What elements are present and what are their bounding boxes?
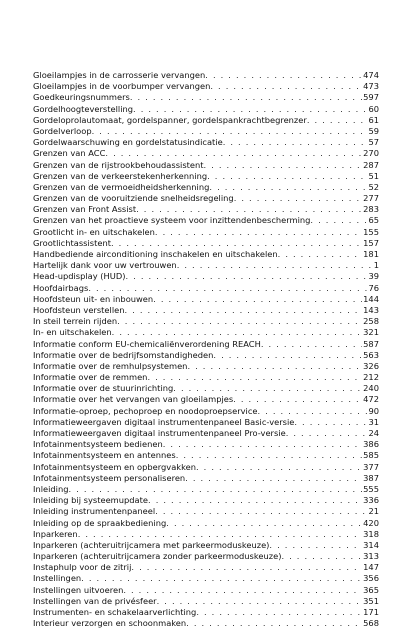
index-entry-page-number: 39 (368, 271, 379, 282)
index-entry (33, 171, 379, 182)
dot-leader (155, 227, 362, 238)
dot-leader (92, 126, 368, 137)
index-entry-page-number: 24 (368, 428, 379, 438)
index-entry-page-number: 321 (363, 327, 379, 338)
dot-leader (125, 305, 363, 316)
index-entry-title: Hoofdairbags (33, 282, 89, 293)
index-entry-title: Instellingen uitvoeren (33, 584, 124, 595)
index-entry (33, 551, 379, 562)
index-entry (33, 92, 379, 103)
index-entry (33, 294, 379, 305)
index-entry-page-number: 318 (363, 528, 379, 539)
index-entry-page-number: 563 (363, 349, 379, 360)
index-entry-title: Informatie conform EU-chemicaliënverordening REACH (33, 338, 261, 349)
index-entry-page-number: 597 (363, 92, 379, 103)
index-entry-title: Informatie over de bedrijfsomstandigheden (33, 349, 214, 360)
index-entry-page-number: 365 (363, 584, 379, 595)
index-entry (33, 495, 379, 506)
index-entry (33, 473, 379, 484)
index-entry-page-number: 585 (363, 450, 379, 461)
index-entry (33, 573, 379, 584)
index-entry-title: Goedkeuringsnummers (33, 92, 130, 103)
index-entry (33, 339, 379, 350)
index-entry-title: Infotainmentsysteem bedienen (33, 439, 163, 450)
index-entry (33, 260, 379, 271)
index-entry-title: Infotainmentsysteem en antennes (33, 450, 176, 461)
dot-leader (310, 215, 367, 226)
index-entry-title: Gloeilampjes in de carrosserie vervangen (33, 70, 206, 80)
index-entry-title: Inleiding instrumentenpaneel (33, 506, 156, 517)
dot-leader (269, 540, 362, 551)
dot-leader (281, 551, 362, 562)
index-entry (33, 204, 379, 215)
index-entry (33, 81, 379, 92)
index-entry-title: Grootlicht in- en uitschakelen (33, 226, 155, 237)
index-entry (33, 484, 379, 495)
dot-leader (234, 193, 362, 204)
index-entry-title: Informatie over het vervangen van gloeilampjes (33, 394, 234, 405)
index-entry-page-number: 356 (363, 573, 379, 584)
index-entry (33, 439, 379, 450)
index-entry-title: Gloeilampjes in de voorbumper vervangen (33, 81, 211, 92)
index-entry-page-number: 258 (363, 316, 379, 327)
index-entry (33, 350, 379, 361)
index-entry (33, 506, 379, 517)
index-entry (33, 70, 379, 81)
index-entry-page-number: 90 (368, 405, 379, 416)
dot-leader (105, 148, 362, 159)
index-entry-page-number: 336 (363, 495, 379, 506)
dot-leader (123, 585, 362, 596)
index-entry (33, 361, 379, 372)
index-entry-page-number: 240 (363, 383, 379, 394)
index-entry (33, 462, 379, 473)
dot-leader (196, 462, 362, 473)
index-entry-page-number: 270 (363, 148, 379, 159)
index-entry-title: In- en uitschakelen (33, 327, 112, 338)
index-entry-title: Instellingen (33, 573, 82, 584)
index-entry-title: Handbediende airconditioning inschakelen en uitschakelen (33, 249, 278, 259)
index-entry-page-number: 287 (363, 159, 379, 170)
dot-leader (81, 573, 362, 584)
index-entry (33, 596, 379, 607)
dot-leader (126, 271, 368, 282)
index-entry (33, 450, 379, 461)
index-entry-title: Gordelhoogteverstelling (33, 103, 134, 114)
dot-leader (187, 361, 362, 372)
index-entry (33, 271, 379, 282)
index-entry (33, 540, 379, 551)
dot-leader (133, 104, 367, 115)
index-entry-title: Inleiding op de spraakbediening (33, 517, 167, 528)
index-entry-page-number: 420 (363, 517, 379, 528)
index-entry (33, 104, 379, 115)
dot-leader (130, 92, 362, 103)
dot-leader (278, 249, 363, 260)
index-entry-title: Grenzen van het proactieve systeem voor inzittendenbescherming (33, 215, 311, 226)
index-entry-title: Grenzen van de verkeerstekenherkenning (33, 170, 208, 181)
index-entry-page-number: 314 (363, 539, 379, 550)
index-entry (33, 406, 379, 417)
dot-leader (196, 607, 362, 618)
index-entry-page-number: 59 (368, 125, 379, 136)
index-entry-page-number: 587 (363, 338, 379, 349)
index-entry-title: Gordelwaarschuwing en gordelstatusindicatie (33, 137, 223, 148)
index-entry (33, 394, 379, 405)
index-entry-title: Hoofdsteun verstellen (33, 304, 125, 315)
index-entry-title: Informatie over de remhulpsystemen (33, 360, 188, 371)
dot-leader (136, 204, 362, 215)
index-entry-list (33, 70, 379, 629)
dot-leader (147, 372, 362, 383)
index-entry-title: Instrumenten- en schakelaarverlichting (33, 607, 197, 617)
index-entry-title: Informatie over de remmen (33, 372, 148, 383)
index-entry-title: Informatie-oproep, pechoproep en noodoproepservice (33, 405, 258, 416)
index-entry (33, 126, 379, 137)
index-entry-page-number: 568 (363, 618, 379, 629)
index-entry (33, 193, 379, 204)
dot-leader (117, 316, 362, 327)
index-entry-page-number: 171 (363, 607, 379, 617)
index-entry (33, 283, 379, 294)
index-entry-page-number: 1 (373, 260, 379, 271)
index-entry (33, 585, 379, 596)
index-entry-title: Interieur verzorgen en schoonmaken (33, 618, 187, 629)
dot-leader (112, 327, 362, 338)
dot-leader (111, 238, 362, 249)
index-entry (33, 316, 379, 327)
dot-leader (176, 450, 362, 461)
index-entry (33, 249, 379, 260)
index-entry (33, 115, 379, 126)
index-entry-title: Inleiding (33, 483, 69, 494)
index-entry-page-number: 60 (368, 103, 379, 114)
index-entry-page-number: 147 (363, 562, 379, 573)
index-entry-page-number: 144 (363, 293, 379, 304)
index-entry-page-number: 473 (363, 81, 379, 92)
index-entry-title: Infotainmentsysteem en opbergvakken (33, 461, 196, 472)
dot-leader (210, 81, 362, 92)
dot-leader (177, 260, 373, 271)
index-entry-page-number: 143 (363, 304, 379, 315)
dot-leader (286, 428, 368, 439)
index-entry-title: Inparkeren (achteruitrijcamera zonder parkeermoduskeuze) (33, 551, 282, 562)
index-entry (33, 227, 379, 238)
index-entry-page-number: 181 (363, 249, 379, 259)
index-entry-title: Gordelverloop (33, 125, 92, 136)
dot-leader (233, 394, 362, 405)
index-entry-title: Infotainmentsysteem personaliseren (33, 472, 186, 483)
index-entry-page-number: 387 (363, 472, 379, 483)
dot-leader (307, 115, 368, 126)
index-entry (33, 148, 379, 159)
dot-leader (78, 529, 362, 540)
index-entry-title: Grenzen van de vooruitziende snelheidsregeling (33, 193, 234, 204)
dot-leader (209, 182, 367, 193)
index-entry (33, 417, 379, 428)
dot-leader (207, 171, 367, 182)
dot-leader (163, 439, 362, 450)
index-entry-page-number: 474 (363, 70, 379, 80)
index-entry-title: Grenzen van ACC (33, 148, 106, 159)
index-entry (33, 160, 379, 171)
index-entry (33, 562, 379, 573)
dot-leader (223, 137, 368, 148)
index-entry-title: Grootlichtassistent (33, 237, 111, 248)
dot-leader (205, 70, 362, 81)
dot-leader (258, 406, 368, 417)
index-entry-title: Grenzen van de vermoeidheidsherkenning (33, 181, 210, 192)
index-entry (33, 305, 379, 316)
index-entry-page-number: 57 (368, 137, 379, 148)
dot-leader (261, 339, 362, 350)
index-entry-page-number: 555 (363, 483, 379, 494)
index-entry-title: Inparkeren (33, 528, 78, 539)
index-entry-page-number: 277 (363, 193, 379, 204)
index-entry-title: Hoofdsteun uit- en inbouwen (33, 293, 154, 304)
dot-leader (185, 473, 362, 484)
index-entry-page-number: 351 (363, 595, 379, 606)
index-entry (33, 428, 379, 439)
index-entry-title: Instellingen van de privésfeer (33, 595, 157, 606)
index-entry-title: Informatie over de stuurinrichting (33, 383, 174, 394)
index-entry-title: In steil terrein rijden (33, 316, 118, 327)
index-entry-page-number: 157 (363, 237, 379, 248)
index-entry (33, 518, 379, 529)
dot-leader (213, 350, 362, 361)
dot-leader (294, 417, 367, 428)
index-entry-page-number: 155 (363, 226, 379, 237)
index-entry-page-number: 31 (368, 416, 379, 427)
index-entry-page-number: 377 (363, 461, 379, 472)
index-entry-page-number: 51 (368, 170, 379, 181)
index-entry-page-number: 283 (363, 204, 379, 215)
index-entry-page-number: 65 (368, 215, 379, 226)
dot-leader (148, 495, 362, 506)
index-entry (33, 215, 379, 226)
index-entry-page-number: 76 (368, 282, 379, 293)
index-entry-title: Informatieweergaven digitaal instrumentenpaneel Basic-versie (33, 416, 295, 427)
index-entry-title: Head-updisplay (HUD) (33, 271, 126, 282)
index-entry (33, 372, 379, 383)
index-entry-title: Inleiding bij systeemupdate (33, 495, 149, 506)
dot-leader (186, 618, 362, 629)
dot-leader (157, 596, 363, 607)
index-entry-page-number: 472 (363, 394, 379, 405)
index-entry-title: Gordeloprolautomaat, gordelspanner, gordelspankrachtbegrenzer (33, 114, 307, 125)
index-entry (33, 618, 379, 629)
dot-leader (155, 506, 367, 517)
index-entry-page-number: 52 (368, 181, 379, 192)
index-entry-page-number: 21 (368, 506, 379, 517)
index-entry-page-number: 61 (368, 114, 379, 125)
index-entry (33, 238, 379, 249)
index-entry (33, 182, 379, 193)
index-entry-page-number: 313 (363, 551, 379, 562)
dot-leader (173, 383, 362, 394)
index-entry (33, 607, 379, 618)
dot-leader (69, 484, 363, 495)
dot-leader (204, 160, 363, 171)
index-entry-page-number: 326 (363, 360, 379, 371)
index-entry-title: Informatieweergaven digitaal instrumentenpaneel Pro-versie (33, 428, 286, 438)
index-entry (33, 383, 379, 394)
index-entry-page-number: 212 (363, 372, 379, 383)
dot-leader (166, 518, 362, 529)
index-entry-title: Grenzen van de rijstrookbehoudassistent (33, 159, 204, 170)
index-entry-title: Instaphulp voor de zitrij (33, 562, 132, 573)
index-entry-title: Grenzen van Front Assist (33, 204, 137, 215)
dot-leader (88, 283, 367, 294)
index-entry (33, 529, 379, 540)
index-entry (33, 137, 379, 148)
index-entry-page-number: 386 (363, 439, 379, 450)
index-entry (33, 327, 379, 338)
dot-leader (131, 562, 362, 573)
index-entry-title: Inparkeren (achteruitrijcamera met parkeermoduskeuze) (33, 539, 270, 550)
index-entry-title: Hartelijk dank voor uw vertrouwen (33, 260, 177, 271)
dot-leader (153, 294, 362, 305)
